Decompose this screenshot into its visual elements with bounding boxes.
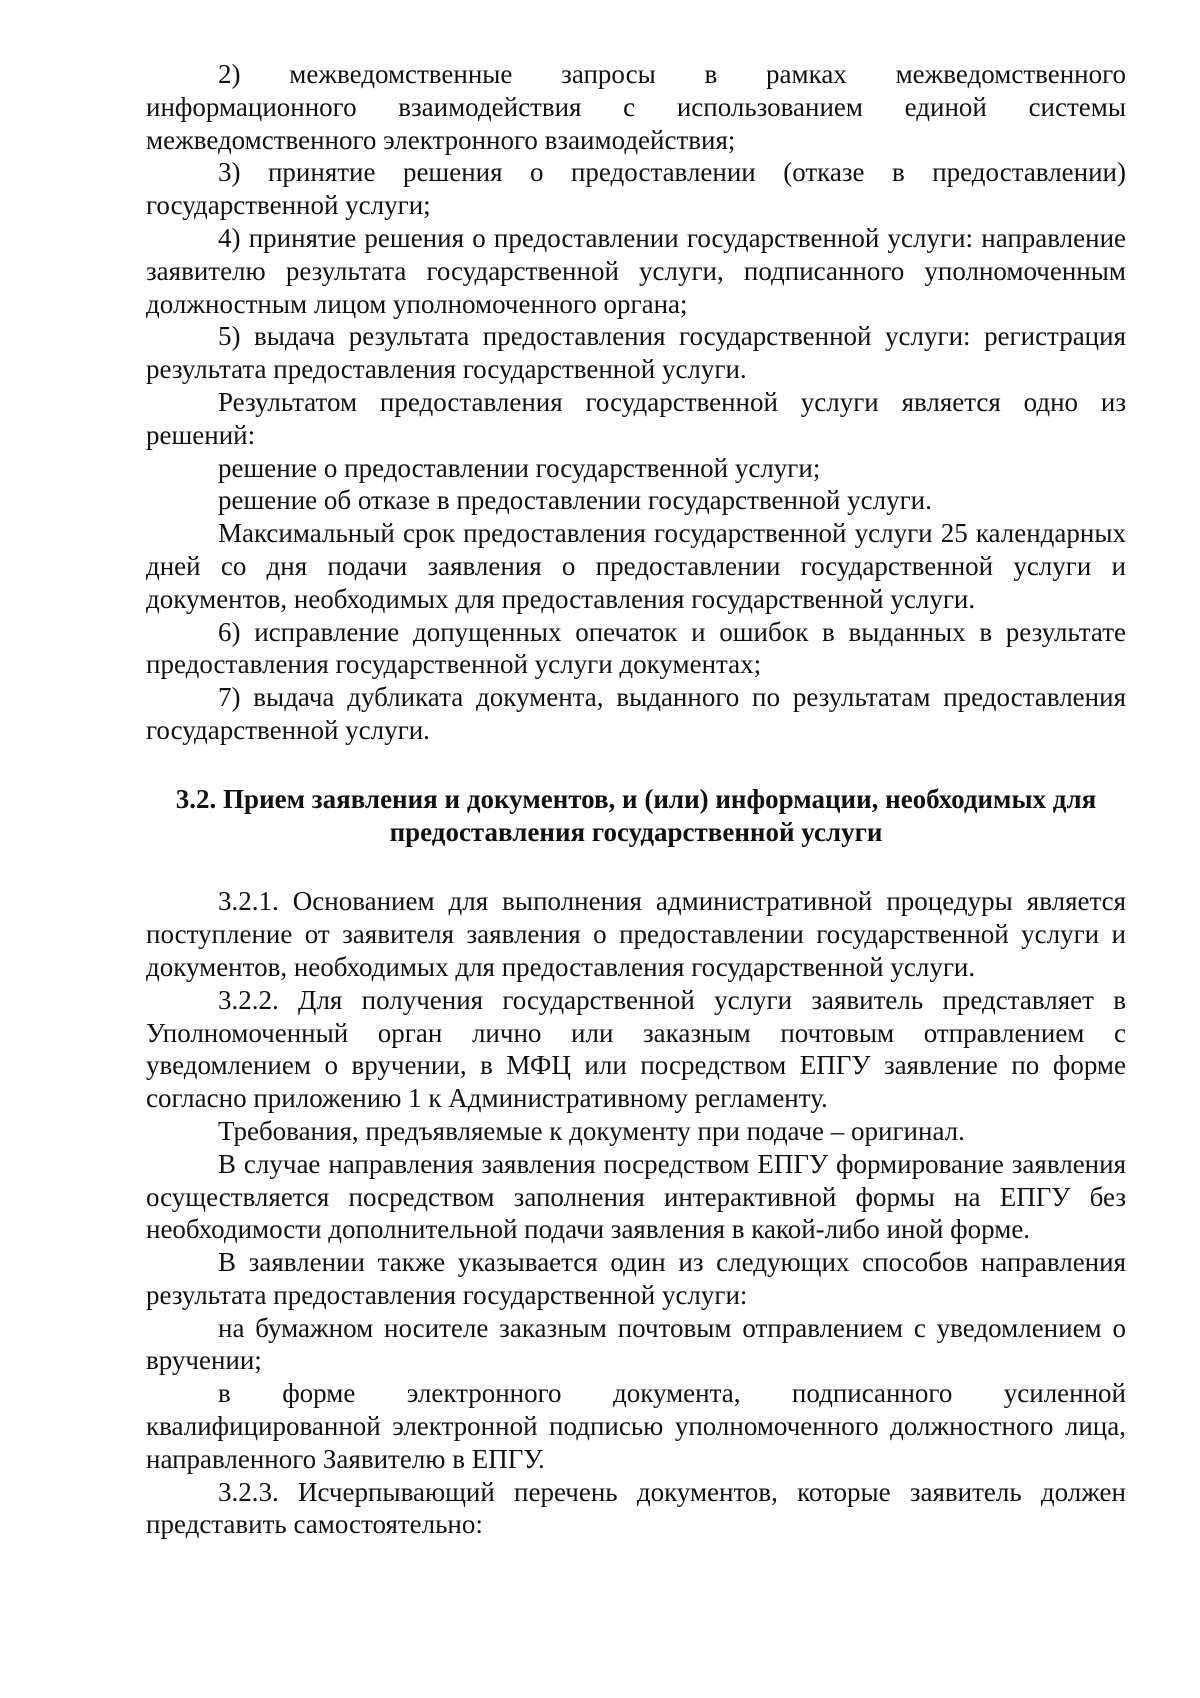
paragraph-3-2-3: 3.2.3. Исчерпывающий перечень документов, которые заявитель должен представить самостоятельно: — [146, 1476, 1126, 1540]
paragraph-item-5: 5) выдача результата предоставления государственной услуги: регистрация результата предоставления государственной услуги. — [146, 321, 1126, 385]
paragraph-epgu-case: В случае направления заявления посредством ЕПГУ формирование заявления осуществляется посредством заполнения интерактивной формы на ЕПГУ без необходимости дополнительной подачи заявления в какой-либо иной форме. — [146, 1148, 1126, 1245]
paragraph-delivery-methods-intro: В заявлении также указывается один из следующих способов направления результата предоставления государственной услуги: — [146, 1247, 1126, 1310]
paragraph-result-option-refuse: решение об отказе в предоставлении государственной услуги. — [218, 485, 932, 516]
paragraph-delivery-electronic: в форме электронного документа, подписанного усиленной квалифицированной электронной подписью уполномоченного должностного лица, направленного Заявителю в ЕПГУ. — [146, 1378, 1126, 1474]
paragraph-3-2-1: 3.2.1. Основанием для выполнения административной процедуры является поступление от заявителя заявления о предоставлении государственной услуги и документов, необходимых для предоставления государственной услуги. — [146, 886, 1126, 982]
paragraph-max-term: Максимальный срок предоставления государственной услуги 25 календарных дней со дня подачи заявления о предоставлении государственной услуги и документов, необходимых для предоставления государственной услуги. — [146, 518, 1126, 614]
paragraph-result-option-grant: решение о предоставлении государственной услуги; — [218, 452, 821, 483]
section-heading-line-2: предоставления государственной услуги — [389, 816, 883, 847]
section-heading — [146, 783, 1126, 849]
paragraph-item-3: 3) принятие решения о предоставлении (отказе в предоставлении) государственной услуги; — [146, 157, 1126, 221]
paragraph-result-intro: Результатом предоставления государственной услуги является одно из решений: — [146, 386, 1126, 450]
paragraph-requirements: Требования, предъявляемые к документу при подаче – оригинал. — [218, 1115, 965, 1146]
paragraph-item-2: 2) межведомственные запросы в рамках межведомственного информационного взаимодействия с использованием единой системы межведомственного электронного взаимодействия; — [146, 59, 1126, 155]
paragraph-item-7: 7) выдача дубликата документа, выданного по результатам предоставления государственной услуги. — [146, 682, 1126, 745]
document-page — [146, 58, 1126, 1541]
paragraph-3-2-2: 3.2.2. Для получения государственной услуги заявитель представляет в Уполномоченный орган лично или заказным почтовым отправлением с уведомлением о вручении, в МФЦ или посредством ЕПГУ заявление по форме согласно приложению 1 к Административному регламенту. — [146, 984, 1126, 1114]
section-heading-line-1: 3.2. Прием заявления и документов, и (или) информации, необходимых для — [175, 783, 1097, 814]
paragraph-item-4: 4) принятие решения о предоставлении государственной услуги: направление заявителю результата государственной услуги, подписанного уполномоченным должностным лицом уполномоченного органа; — [146, 222, 1126, 319]
paragraph-delivery-paper: на бумажном носителе заказным почтовым отправлением с уведомлением о вручении; — [146, 1312, 1126, 1376]
paragraph-item-6: 6) исправление допущенных опечаток и ошибок в выданных в результате предоставления государственной услуги документах; — [146, 616, 1126, 680]
